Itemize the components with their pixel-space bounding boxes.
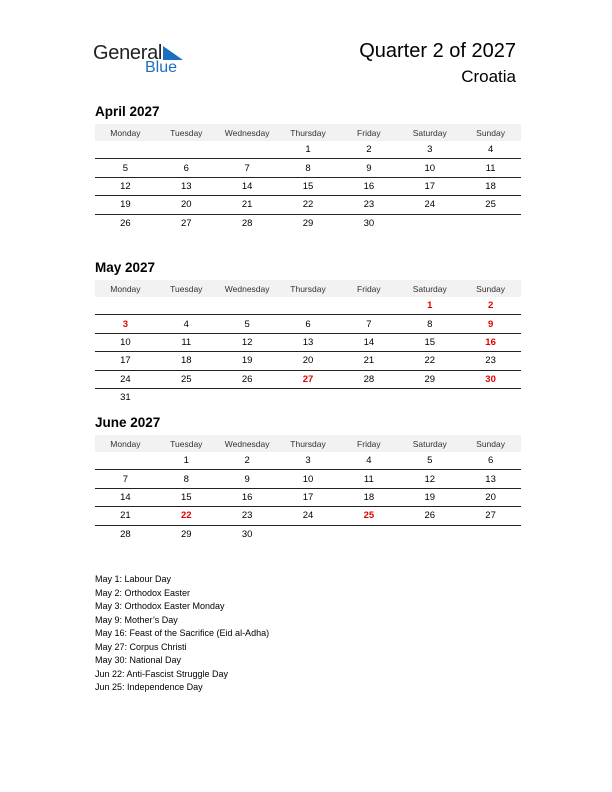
day-cell: 20: [302, 355, 314, 367]
day-cell: 21: [120, 510, 131, 522]
holiday-day-cell: 3: [122, 318, 129, 330]
week-row: [95, 141, 521, 159]
weekday-label: Sunday: [476, 438, 505, 449]
day-cell: 15: [302, 180, 314, 192]
day-cell: 3: [427, 144, 433, 156]
day-cell: 19: [120, 199, 131, 211]
day-cell: 28: [241, 217, 253, 229]
holiday-list: [95, 573, 269, 695]
day-cell: 14: [363, 336, 375, 348]
day-cell: 8: [183, 473, 189, 485]
day-cell: 25: [181, 373, 192, 385]
week-row: [95, 507, 521, 525]
day-cell: 4: [366, 455, 372, 467]
day-cell: 8: [305, 162, 311, 174]
holiday-day-cell: 9: [487, 318, 494, 330]
day-cell: 8: [427, 318, 433, 330]
day-cell: 10: [120, 336, 131, 348]
holiday-day-cell: 16: [485, 336, 496, 348]
day-cell: 12: [120, 180, 131, 192]
day-cell: 13: [485, 473, 496, 485]
week-row: [95, 371, 521, 389]
day-cell: 22: [302, 199, 314, 211]
logo-text-general: General: [93, 42, 163, 64]
day-cell: 18: [485, 180, 496, 192]
holiday-list-item: May 3: Orthodox Easter Monday: [95, 601, 225, 611]
week-row: [95, 196, 521, 214]
day-cell: 17: [120, 355, 131, 367]
month-title: May 2027: [95, 260, 156, 275]
day-cell: 10: [424, 162, 436, 174]
day-cell: 27: [181, 217, 192, 229]
week-row: [95, 526, 521, 543]
day-cell: 24: [302, 510, 314, 522]
holiday-day-cell: 1: [427, 300, 433, 312]
day-cell: 28: [120, 528, 131, 540]
day-cell: 14: [120, 491, 131, 503]
day-cell: 28: [363, 373, 375, 385]
weekday-header: [95, 124, 521, 141]
day-cell: 19: [424, 491, 436, 503]
day-cell: 27: [485, 510, 496, 522]
day-cell: 31: [120, 392, 131, 404]
day-cell: 12: [424, 473, 436, 485]
day-cell: 16: [241, 491, 253, 503]
day-cell: 20: [181, 199, 192, 211]
holiday-list-item: May 1: Labour Day: [95, 574, 172, 584]
day-cell: 23: [241, 510, 253, 522]
day-cell: 18: [363, 491, 375, 503]
day-cell: 7: [122, 473, 129, 485]
day-cell: 16: [363, 180, 375, 192]
day-cell: 6: [183, 162, 189, 174]
month-june: [95, 415, 521, 543]
day-cell: 29: [302, 217, 314, 229]
weekday-label: Tuesday: [170, 127, 203, 138]
day-cell: 30: [363, 217, 375, 229]
month-may: [95, 260, 521, 406]
weekday-label: Thursday: [290, 283, 326, 294]
holiday-list-item: May 9: Mother’s Day: [95, 614, 178, 625]
week-row: [95, 334, 521, 352]
holiday-list-item: May 16: Feast of the Sacrifice (Eid al-Adha): [95, 628, 270, 638]
day-cell: 5: [244, 318, 250, 330]
week-row: [95, 470, 521, 488]
weekday-label: Friday: [357, 127, 381, 138]
weekday-label: Friday: [357, 438, 381, 449]
day-cell: 30: [241, 528, 253, 540]
weekday-label: Tuesday: [170, 283, 203, 294]
holiday-day-cell: 30: [485, 373, 496, 385]
week-row: [95, 315, 521, 333]
day-cell: 25: [485, 199, 496, 211]
week-row: [95, 452, 521, 470]
day-cell: 17: [424, 180, 436, 192]
day-cell: 29: [181, 528, 192, 540]
month-april: [95, 104, 521, 232]
day-cell: 20: [485, 491, 496, 503]
logo-triangle-icon: [161, 46, 183, 60]
week-row: [95, 352, 521, 370]
day-cell: 6: [487, 455, 494, 467]
weekday-header: [95, 435, 521, 452]
weekday-label: Saturday: [412, 127, 447, 138]
weekday-label: Thursday: [290, 127, 326, 138]
weekday-label: Wednesday: [224, 283, 270, 294]
day-cell: 19: [241, 355, 253, 367]
weekday-label: Saturday: [412, 438, 447, 449]
week-row: [95, 215, 521, 232]
weekday-label: Thursday: [290, 438, 326, 449]
day-cell: 4: [183, 318, 189, 330]
holiday-day-cell: 25: [363, 510, 375, 522]
day-cell: 5: [427, 455, 433, 467]
week-row: [95, 297, 521, 315]
day-cell: 21: [363, 355, 375, 367]
holiday-list-item: May 27: Corpus Christi: [95, 641, 187, 652]
day-cell: 3: [305, 455, 311, 467]
holiday-list-item: Jun 22: Anti-Fascist Struggle Day: [95, 668, 229, 679]
day-cell: 24: [120, 373, 131, 385]
holiday-list-item: Jun 25: Independence Day: [95, 682, 203, 692]
day-cell: 10: [302, 473, 314, 485]
day-cell: 9: [244, 473, 250, 485]
weekday-label: Wednesday: [224, 438, 270, 449]
weekday-header: [95, 280, 521, 297]
day-cell: 4: [487, 144, 494, 156]
weekday-label: Wednesday: [224, 127, 270, 138]
day-cell: 26: [241, 373, 253, 385]
day-cell: 26: [120, 217, 131, 229]
day-cell: 11: [363, 473, 374, 485]
day-cell: 11: [485, 162, 496, 174]
day-cell: 15: [181, 491, 192, 503]
weekday-label: Saturday: [412, 283, 447, 294]
day-cell: 21: [241, 199, 253, 211]
week-row: [95, 159, 521, 177]
week-row: [95, 178, 521, 196]
day-cell: 7: [244, 162, 250, 174]
day-cell: 23: [485, 355, 496, 367]
day-cell: 13: [181, 180, 192, 192]
weekday-label: Sunday: [476, 127, 505, 138]
day-cell: 15: [424, 336, 436, 348]
month-title: April 2027: [95, 104, 160, 119]
day-cell: 29: [424, 373, 436, 385]
day-cell: 2: [366, 144, 372, 156]
weekday-label: Tuesday: [170, 438, 203, 449]
day-cell: 22: [424, 355, 436, 367]
weekday-label: Monday: [110, 438, 141, 449]
day-cell: 17: [302, 491, 314, 503]
holiday-day-cell: 22: [181, 510, 192, 522]
holiday-day-cell: 2: [487, 300, 494, 312]
day-cell: 6: [305, 318, 311, 330]
day-cell: 11: [181, 336, 192, 348]
day-cell: 24: [424, 199, 436, 211]
day-cell: 26: [424, 510, 436, 522]
weekday-label: Friday: [357, 283, 381, 294]
holiday-list-item: May 30: National Day: [95, 655, 182, 665]
day-cell: 12: [241, 336, 253, 348]
month-title: June 2027: [95, 415, 161, 430]
day-cell: 1: [183, 455, 189, 467]
holiday-day-cell: 27: [302, 373, 314, 385]
weekday-label: Sunday: [476, 283, 505, 294]
weekday-label: Monday: [110, 283, 141, 294]
week-row: [95, 389, 521, 406]
day-cell: 18: [181, 355, 192, 367]
day-cell: 5: [122, 162, 129, 174]
day-cell: 1: [305, 144, 311, 156]
day-cell: 7: [366, 318, 372, 330]
day-cell: 2: [244, 455, 250, 467]
page-title: Quarter 2 of 2027: [359, 40, 516, 62]
holiday-list-item: May 2: Orthodox Easter: [95, 587, 191, 598]
day-cell: 23: [363, 199, 375, 211]
logo-text-blue: Blue: [145, 59, 178, 76]
weekday-label: Monday: [110, 127, 141, 138]
country-name: Croatia: [461, 67, 516, 86]
week-row: [95, 489, 521, 507]
day-cell: 13: [302, 336, 314, 348]
day-cell: 14: [241, 180, 253, 192]
generalblue-logo: [93, 40, 193, 80]
day-cell: 9: [366, 162, 372, 174]
